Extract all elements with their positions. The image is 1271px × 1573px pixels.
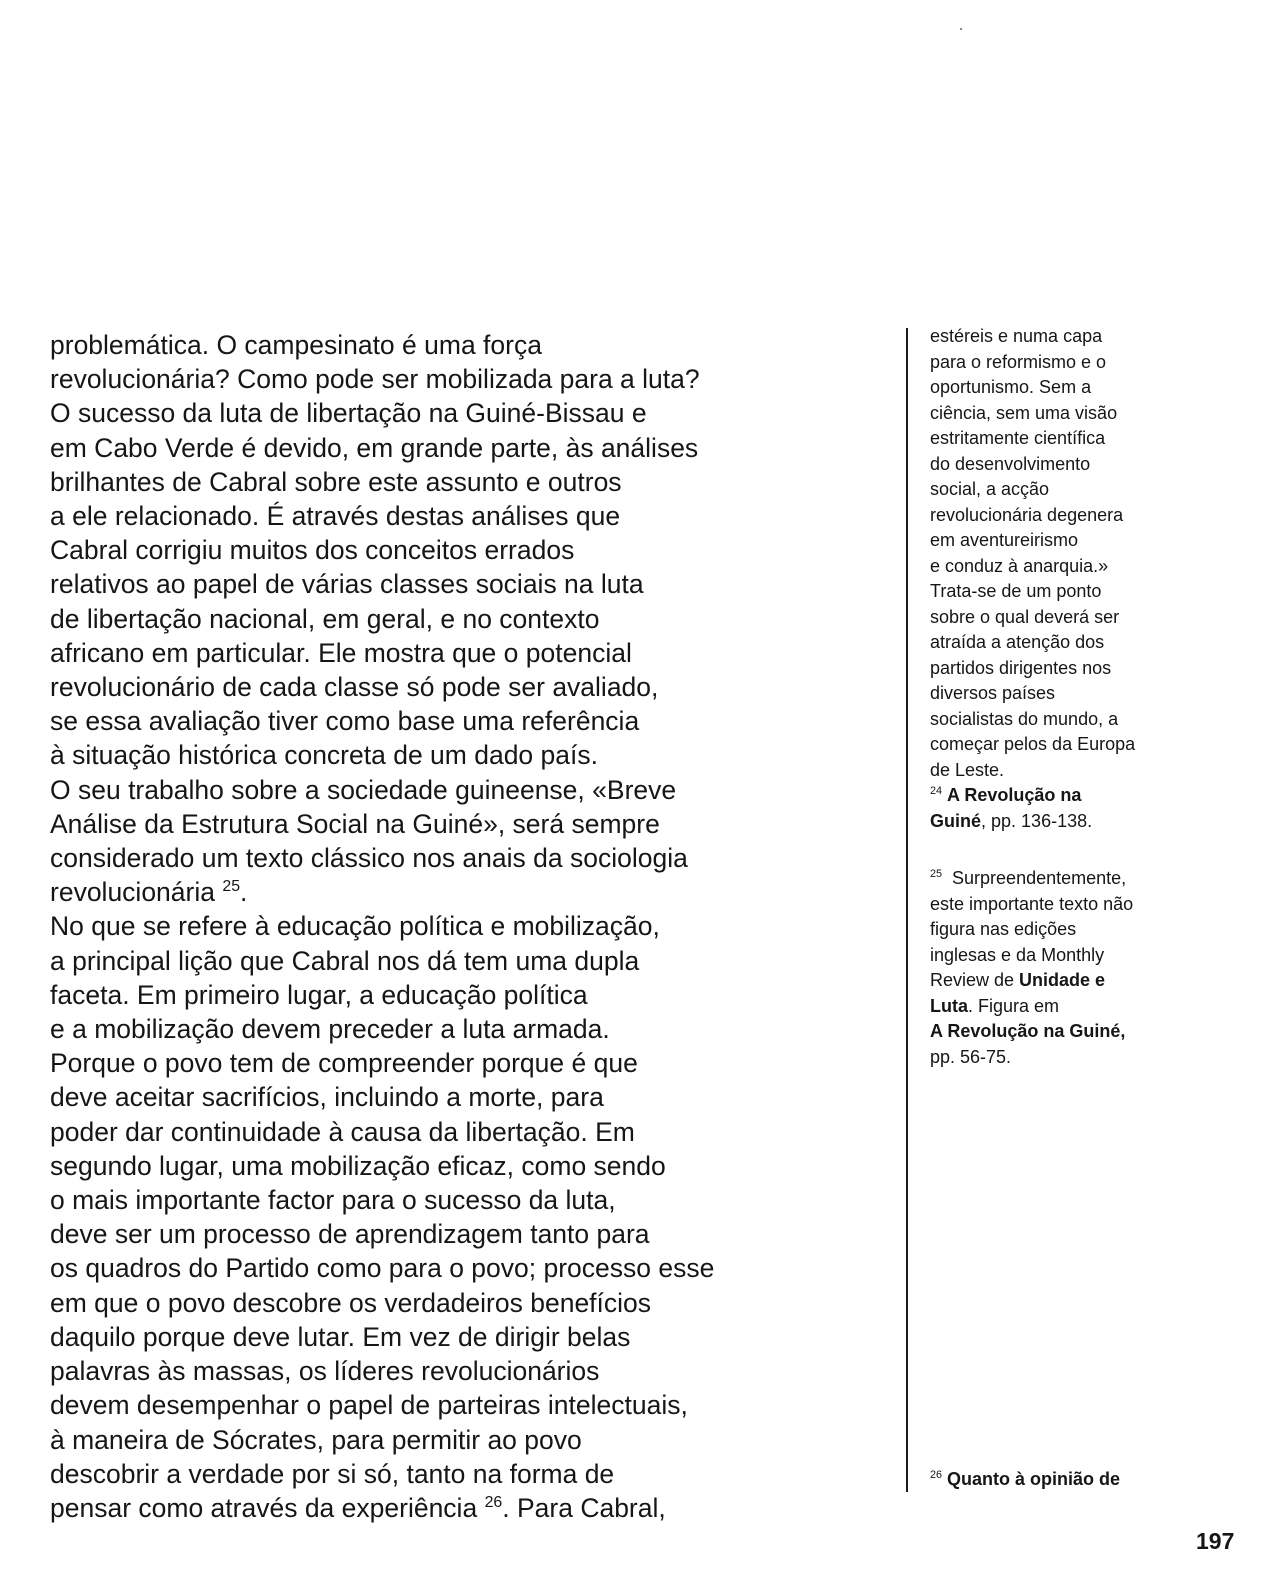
main-line: deve aceitar sacrifícios, incluindo a morte, para [50, 1082, 604, 1113]
sidebar-line: estritamente científica [930, 428, 1106, 448]
main-line: e a mobilização devem preceder a luta armada. [50, 1014, 610, 1045]
main-line: Porque o povo tem de compreender porque é que [50, 1048, 638, 1079]
main-line: à situação histórica concreta de um dado país. [50, 740, 598, 771]
main-line: a principal lição que Cabral nos dá tem uma dupla [50, 945, 640, 976]
sidebar-line: para o reformismo e o [930, 351, 1107, 372]
main-line-text: revolucionária [50, 877, 215, 908]
column-divider [906, 328, 908, 1492]
footnote-24-line2 [930, 809, 1240, 835]
main-line: segundo lugar, uma mobilização eficaz, como sendo [50, 1150, 666, 1181]
footnote-25-line: inglesas e da Monthly [930, 944, 1105, 965]
main-line: em Cabo Verde é devido, em grande parte, às análises [50, 432, 699, 463]
footnote-25-number: 25 [930, 868, 943, 880]
sidebar-line: atraída a atenção dos [930, 632, 1105, 652]
main-line: se essa avaliação tiver como base uma referência [50, 706, 640, 737]
sidebar-line: revolucionária degenera [930, 504, 1124, 525]
main-line: brilhantes de Cabral sobre este assunto e outros [50, 466, 622, 497]
main-line-text: pensar como através da experiência [50, 1492, 478, 1523]
main-line: a ele relacionado. É através destas análises que [50, 501, 621, 532]
main-line: daquilo porque deve lutar. Em vez de dirigir belas [50, 1321, 631, 1352]
main-line: devem desempenhar o papel de parteiras intelectuais, [50, 1390, 688, 1421]
footnote-24-pages: , pp. 136-138. [981, 810, 1093, 831]
footnote-25-line: figura nas edições [930, 919, 1077, 939]
sidebar-line: ciência, sem uma visão [930, 402, 1118, 423]
main-line: o mais importante factor para o sucesso da luta, [50, 1185, 616, 1216]
scan-speck [960, 28, 962, 30]
footnote-25-text: . Figura em [968, 995, 1060, 1016]
sidebar-line: começar pelos da Europa [930, 734, 1136, 754]
main-line: poder dar continuidade à causa da libertação. Em [50, 1116, 635, 1147]
main-line: de libertação nacional, em geral, e no contexto [50, 603, 600, 634]
main-line [50, 1491, 900, 1525]
sidebar-line: estéreis e numa capa [930, 326, 1103, 346]
main-column [50, 328, 900, 1525]
main-line: Análise da Estrutura Social na Guiné», será sempre [50, 808, 660, 839]
main-line [50, 875, 900, 909]
footnote-25-line: pp. 56-75. [930, 1046, 1012, 1067]
footnote-24-number: 24 [930, 785, 943, 797]
sidebar-line: do desenvolvimento [930, 453, 1091, 474]
footnote-25-text: Surpreendentemente, [952, 868, 1127, 888]
footnote-25-line: A Revolução na Guiné, [930, 1021, 1126, 1041]
sidebar-line: social, a acção [930, 479, 1050, 499]
main-line: palavras às massas, os líderes revolucionários [50, 1356, 600, 1387]
footnote-ref-25[interactable]: 25 [222, 878, 241, 896]
main-line: revolucionária? Como pode ser mobilizada para a luta? [50, 364, 700, 395]
footnote-24-title: A Revolução na [947, 785, 1082, 805]
footnote-25 [930, 866, 1240, 1070]
main-line: africano em particular. Ele mostra que o potencial [50, 637, 632, 668]
footnote-ref-tail: . [240, 877, 248, 908]
sidebar-notes [930, 324, 1240, 834]
footnote-25-line [930, 968, 1240, 994]
sidebar-line: socialistas do mundo, a [930, 708, 1119, 729]
main-line: à maneira de Sócrates, para permitir ao povo [50, 1424, 582, 1455]
main-line: O sucesso da luta de libertação na Guiné-Bissau e [50, 398, 647, 429]
footnote-ref-26[interactable]: 26 [484, 1494, 503, 1512]
footnote-26-number: 26 [930, 1469, 943, 1481]
footnote-25-line: este importante texto não [930, 893, 1134, 914]
main-line: No que se refere à educação política e mobilização, [50, 911, 660, 942]
main-line: descobrir a verdade por si só, tanto na forma de [50, 1458, 615, 1489]
page-number: 197 [1196, 1528, 1235, 1554]
main-line: os quadros do Partido como para o povo; processo esse [50, 1253, 715, 1284]
footnote-25-bold: Luta [930, 995, 968, 1016]
sidebar-line: Trata-se de um ponto [930, 581, 1102, 601]
sidebar-line: de Leste. [930, 759, 1005, 780]
footnote-25-text: Review de [930, 970, 1020, 990]
sidebar-line: e conduz à anarquia.» [930, 555, 1109, 576]
footnote-25-line [930, 994, 1240, 1020]
main-line: relativos ao papel de várias classes sociais na luta [50, 569, 644, 600]
sidebar-line: diversos países [930, 683, 1056, 703]
main-line: em que o povo descobre os verdadeiros benefícios [50, 1287, 652, 1318]
main-line: O seu trabalho sobre a sociedade guineense, «Breve [50, 774, 677, 805]
footnote-26-text: Quanto à opinião de [947, 1469, 1121, 1489]
main-line: Cabral corrigiu muitos dos conceitos errados [50, 535, 575, 566]
main-line: considerado um texto clássico nos anais da sociologia [50, 843, 688, 874]
sidebar-line: em aventureirismo [930, 530, 1079, 550]
sidebar-line: partidos dirigentes nos [930, 657, 1112, 678]
footnote-25-bold: Unidade e [1019, 970, 1106, 990]
main-line-text: . Para Cabral, [502, 1492, 666, 1523]
main-line: deve ser um processo de aprendizagem tanto para [50, 1219, 650, 1250]
sidebar-line: sobre o qual deverá ser [930, 606, 1120, 627]
footnote-26 [930, 1467, 1120, 1492]
sidebar-line: oportunismo. Sem a [930, 377, 1092, 397]
footnote-24-title2: Guiné [930, 810, 982, 831]
main-line: problemática. O campesinato é uma força [50, 330, 542, 360]
main-line: faceta. Em primeiro lugar, a educação política [50, 979, 588, 1010]
footnote-24 [930, 783, 1240, 809]
main-line: revolucionário de cada classe só pode ser avaliado, [50, 672, 659, 703]
footnote-25-line [930, 866, 1240, 892]
